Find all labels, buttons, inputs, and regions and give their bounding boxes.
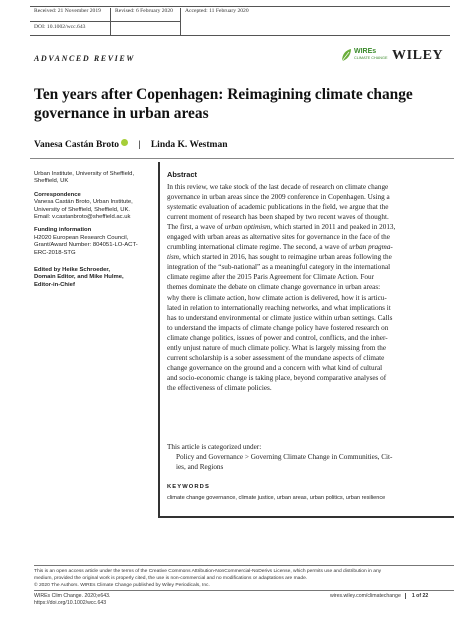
editors-line: Edited by Heike Schroeder,	[34, 267, 110, 274]
abstract-line: the effectiveness of climate policies.	[167, 383, 272, 392]
abstract-line: The first, a wave of urban optimism, which started in 2011 and peaked in 2013,	[167, 223, 396, 232]
author-separator: |	[138, 140, 141, 150]
publication-dates-bar	[30, 6, 450, 36]
funding-heading: Funding information	[34, 227, 92, 234]
footer-site-link[interactable]: wires.wiley.com/climatechange	[330, 593, 401, 599]
correspondence-line: University of Sheffield, Sheffield, UK.	[34, 206, 131, 213]
keywords-list: climate change governance, climate justice, urban areas, urban politics, urban resilience	[167, 495, 386, 501]
abstract-line: integration of the “sub-national” as a meaningful category in the international	[167, 263, 391, 272]
funding-block	[34, 227, 154, 257]
footer-doi-link[interactable]: https://doi.org/10.1002/wcc.643	[34, 600, 107, 607]
footer-right	[330, 593, 428, 599]
category-section	[167, 442, 447, 472]
author-first[interactable]: Vanesa Castán Broto	[34, 140, 119, 150]
affiliation-line: Urban Institute, University of Sheffield,	[34, 171, 135, 177]
affiliation-line: Sheffield, UK	[34, 178, 69, 185]
license-line: medium, provided the original work is properly cited, the use is non-commercial and no modifications or adaptations are made.	[34, 576, 308, 582]
license-divider	[34, 565, 454, 566]
logo-subtitle-text: CLIMATE CHANGE	[354, 56, 388, 60]
abstract-line: why there is climate action, how climate action is delivered, how it is articu-	[167, 293, 387, 302]
funding-line: ERC-2018-STG	[34, 249, 76, 256]
funding-line: H2020 European Research Council,	[34, 234, 129, 241]
doi-label[interactable]: DOI: 10.1002/wcc.643	[30, 21, 180, 49]
editors-block	[34, 267, 154, 289]
footer-citation: WIREs Clim Change. 2020;e643.	[34, 593, 111, 599]
abstract-line: In this review, we take stock of the last decade of research on climate change	[167, 183, 389, 191]
abstract-line: current scholarship is a sober assessment of the mundane aspects of climate	[167, 353, 385, 362]
header-divider	[30, 158, 454, 159]
abstract-line: to understand the impacts of climate change policy have fostered research on	[167, 323, 389, 332]
abstract-line: engaged with urban areas as alternative sites for governance in the face of the	[167, 233, 390, 242]
editors-line: Editor-in-Chief	[34, 281, 75, 288]
accepted-date: Accepted: 11 February 2020	[180, 8, 290, 36]
abstract-line: and socio-economic change is taking place, beyond comparative analyses of	[167, 373, 387, 382]
article-sidebar	[34, 171, 154, 295]
abstract-line: lated in relation to internationally reaching networks, and what implications it	[167, 303, 391, 312]
correspondence-email[interactable]: Email: v.castanbroto@sheffield.ac.uk	[34, 214, 131, 221]
license-line: © 2020 The Authors. WIREs Climate Change published by Wiley Periodicals, Inc.	[34, 583, 210, 589]
license-line: This is an open access article under the terms of the Creative Commons Attribution-NonCommercial-NoDerivs License, which permits use and distribution in any	[34, 569, 382, 574]
abstract-line: systematic evaluation of academic publications in the field, we argue that the	[167, 203, 389, 212]
abstract-heading: Abstract	[167, 170, 197, 179]
abstract-line: ently unjust nature of much climate policy. What is largely missing from the	[167, 343, 387, 352]
abstract-line: tism, which started in 2016, has sought to reimagine urban areas following the	[167, 253, 392, 262]
footer-divider	[34, 590, 454, 591]
abstract-line: change governance on the ground and a concern with what kind of cultural	[167, 363, 383, 372]
footer-citation-block	[34, 593, 110, 607]
logo-wires-text: WIREs	[354, 48, 377, 55]
abstract-line: climate change politics, issues of power and control, conflicts, and the inher-	[167, 333, 388, 342]
abstract-body	[167, 182, 447, 393]
correspondence-heading: Correspondence	[34, 191, 81, 198]
leaf-icon	[340, 48, 352, 62]
author-line	[34, 139, 227, 150]
category-line[interactable]: ies, and Regions	[176, 463, 224, 472]
funding-line: Grant/Award Number: 804051-LO-ACT-	[34, 242, 138, 249]
author-second[interactable]: Linda K. Westman	[150, 140, 228, 150]
license-notice	[34, 568, 454, 589]
abstract-line: has to understand environmental or climate justice within urban settings. Calls	[167, 313, 393, 322]
editors-line: Domain Editor, and Mike Hulme,	[34, 274, 124, 281]
abstract-line: crumbling international climate regime. The second, a wave of urban pragma-	[167, 243, 393, 252]
correspondence-block	[34, 192, 154, 222]
received-date: Received: 21 November 2019	[34, 8, 101, 14]
publisher-logo: WILEY	[392, 48, 444, 63]
wires-journal-logo	[340, 47, 388, 67]
page-number: 1 of 22	[405, 593, 428, 599]
correspondence-line: Vanesa Castán Broto, Urban Institute,	[34, 199, 133, 206]
section-label: ADVANCED REVIEW	[34, 54, 135, 63]
abstract-line: themes dominate the debate on climate change governance in urban areas:	[167, 283, 381, 292]
category-line[interactable]: Policy and Governance > Governing Climate Change in Communities, Cit-	[176, 453, 393, 462]
orcid-icon[interactable]	[121, 139, 128, 146]
abstract-line: governance in urban areas since the 2009 conference in Copenhagen. Using a	[167, 193, 390, 202]
abstract-line: climate regime after the 2015 Paris Agreement for Climate Action. Four	[167, 273, 374, 282]
keywords-heading: KEYWORDS	[167, 484, 210, 490]
revised-date: Revised: 6 February 2020	[110, 8, 180, 36]
affiliation-block	[34, 171, 154, 186]
category-intro: This article is categorized under:	[167, 443, 262, 451]
article-title: Ten years after Copenhagen: Reimagining climate change governance in urban areas	[34, 86, 413, 122]
abstract-line: current moment of research has been shaped by two recent waves of thought.	[167, 213, 389, 222]
